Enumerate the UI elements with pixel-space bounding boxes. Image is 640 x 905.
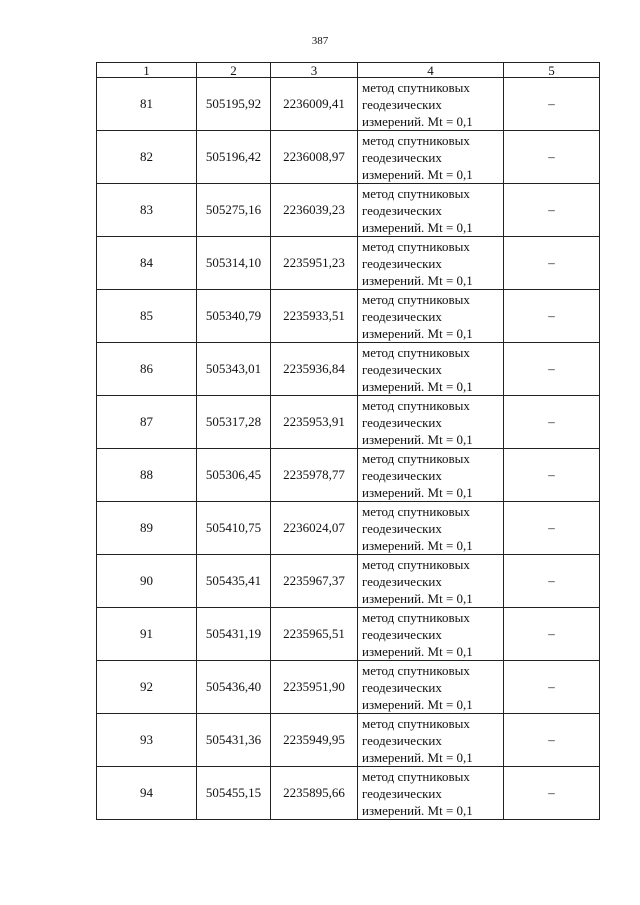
method-line: измерений. Mt = 0,1 — [362, 537, 473, 553]
note-cell: – — [504, 184, 600, 237]
method-line: измерений. Mt = 0,1 — [362, 272, 473, 288]
method-line: измерений. Mt = 0,1 — [362, 219, 473, 235]
point-number-cell: 84 — [97, 237, 197, 290]
method-line: измерений. Mt = 0,1 — [362, 166, 473, 182]
note-cell: – — [504, 237, 600, 290]
method-line: измерений. Mt = 0,1 — [362, 113, 473, 129]
method-line: метод спутниковых — [362, 715, 470, 731]
note-cell: – — [504, 131, 600, 184]
x-coordinate-cell: 505431,19 — [197, 608, 271, 661]
method-line: метод спутниковых — [362, 662, 470, 678]
point-number-cell: 91 — [97, 608, 197, 661]
table-row — [97, 237, 600, 290]
table-row — [97, 184, 600, 237]
method-cell — [358, 555, 504, 608]
y-coordinate-cell: 2236024,07 — [271, 502, 358, 555]
method-cell — [358, 661, 504, 714]
method-line: геодезических — [362, 308, 442, 324]
y-coordinate-cell: 2235933,51 — [271, 290, 358, 343]
method-line: геодезических — [362, 255, 442, 271]
table-row — [97, 661, 600, 714]
note-cell: – — [504, 767, 600, 820]
header-col-3: 3 — [271, 63, 358, 78]
table-row — [97, 396, 600, 449]
header-col-1: 1 — [97, 63, 197, 78]
note-cell: – — [504, 608, 600, 661]
point-number-cell: 93 — [97, 714, 197, 767]
header-row — [97, 63, 600, 78]
method-line: метод спутниковых — [362, 132, 470, 148]
y-coordinate-cell: 2235953,91 — [271, 396, 358, 449]
method-line: геодезических — [362, 679, 442, 695]
method-cell — [358, 714, 504, 767]
y-coordinate-cell: 2235978,77 — [271, 449, 358, 502]
y-coordinate-cell: 2236009,41 — [271, 78, 358, 131]
method-line: измерений. Mt = 0,1 — [362, 802, 473, 818]
x-coordinate-cell: 505317,28 — [197, 396, 271, 449]
method-line: измерений. Mt = 0,1 — [362, 696, 473, 712]
x-coordinate-cell: 505314,10 — [197, 237, 271, 290]
note-cell: – — [504, 502, 600, 555]
note-cell: – — [504, 78, 600, 131]
method-line: измерений. Mt = 0,1 — [362, 484, 473, 500]
table-row — [97, 78, 600, 131]
method-line: измерений. Mt = 0,1 — [362, 643, 473, 659]
point-number-cell: 83 — [97, 184, 197, 237]
method-line: метод спутниковых — [362, 344, 470, 360]
method-cell — [358, 78, 504, 131]
header-col-4: 4 — [358, 63, 504, 78]
point-number-cell: 87 — [97, 396, 197, 449]
x-coordinate-cell: 505435,41 — [197, 555, 271, 608]
x-coordinate-cell: 505196,42 — [197, 131, 271, 184]
note-cell: – — [504, 343, 600, 396]
x-coordinate-cell: 505410,75 — [197, 502, 271, 555]
method-cell — [358, 396, 504, 449]
note-cell: – — [504, 555, 600, 608]
table-row — [97, 343, 600, 396]
y-coordinate-cell: 2235967,37 — [271, 555, 358, 608]
method-line: метод спутниковых — [362, 503, 470, 519]
point-number-cell: 94 — [97, 767, 197, 820]
method-cell — [358, 237, 504, 290]
method-cell — [358, 502, 504, 555]
page-number: 387 — [311, 35, 329, 47]
point-number-cell: 90 — [97, 555, 197, 608]
method-line: метод спутниковых — [362, 556, 470, 572]
method-line: измерений. Mt = 0,1 — [362, 749, 473, 765]
point-number-cell: 85 — [97, 290, 197, 343]
x-coordinate-cell: 505436,40 — [197, 661, 271, 714]
y-coordinate-cell: 2235965,51 — [271, 608, 358, 661]
coordinates-table — [96, 62, 600, 820]
y-coordinate-cell: 2235951,23 — [271, 237, 358, 290]
point-number-cell: 88 — [97, 449, 197, 502]
method-line: измерений. Mt = 0,1 — [362, 431, 473, 447]
x-coordinate-cell: 505340,79 — [197, 290, 271, 343]
method-cell — [358, 608, 504, 661]
method-line: метод спутниковых — [362, 450, 470, 466]
table-row — [97, 290, 600, 343]
x-coordinate-cell: 505275,16 — [197, 184, 271, 237]
method-line: метод спутниковых — [362, 609, 470, 625]
method-cell — [358, 343, 504, 396]
method-line: метод спутниковых — [362, 397, 470, 413]
method-line: геодезических — [362, 520, 442, 536]
y-coordinate-cell: 2235949,95 — [271, 714, 358, 767]
note-cell: – — [504, 714, 600, 767]
method-line: геодезических — [362, 361, 442, 377]
method-line: метод спутниковых — [362, 238, 470, 254]
method-cell — [358, 131, 504, 184]
point-number-cell: 81 — [97, 78, 197, 131]
x-coordinate-cell: 505431,36 — [197, 714, 271, 767]
x-coordinate-cell: 505455,15 — [197, 767, 271, 820]
note-cell: – — [504, 290, 600, 343]
header-col-5: 5 — [504, 63, 600, 78]
point-number-cell: 92 — [97, 661, 197, 714]
method-line: метод спутниковых — [362, 185, 470, 201]
method-line: геодезических — [362, 785, 442, 801]
method-line: измерений. Mt = 0,1 — [362, 378, 473, 394]
x-coordinate-cell: 505306,45 — [197, 449, 271, 502]
method-line: геодезических — [362, 467, 442, 483]
method-cell — [358, 449, 504, 502]
method-line: измерений. Mt = 0,1 — [362, 590, 473, 606]
x-coordinate-cell: 505343,01 — [197, 343, 271, 396]
method-line: геодезических — [362, 573, 442, 589]
note-cell: – — [504, 449, 600, 502]
table-row — [97, 767, 600, 820]
y-coordinate-cell: 2236008,97 — [271, 131, 358, 184]
header-col-2: 2 — [197, 63, 271, 78]
table-row — [97, 449, 600, 502]
table-row — [97, 714, 600, 767]
method-line: измерений. Mt = 0,1 — [362, 325, 473, 341]
method-line: геодезических — [362, 732, 442, 748]
y-coordinate-cell: 2235951,90 — [271, 661, 358, 714]
table-row — [97, 502, 600, 555]
y-coordinate-cell: 2235895,66 — [271, 767, 358, 820]
method-cell — [358, 184, 504, 237]
method-line: метод спутниковых — [362, 768, 470, 784]
point-number-cell: 89 — [97, 502, 197, 555]
method-line: геодезических — [362, 96, 442, 112]
method-line: метод спутниковых — [362, 291, 470, 307]
method-line: геодезических — [362, 414, 442, 430]
y-coordinate-cell: 2235936,84 — [271, 343, 358, 396]
method-line: геодезических — [362, 149, 442, 165]
method-cell — [358, 290, 504, 343]
table-row — [97, 131, 600, 184]
method-cell — [358, 767, 504, 820]
table-header — [97, 63, 600, 78]
x-coordinate-cell: 505195,92 — [197, 78, 271, 131]
y-coordinate-cell: 2236039,23 — [271, 184, 358, 237]
table-row — [97, 608, 600, 661]
table-body — [97, 78, 600, 820]
table-row — [97, 555, 600, 608]
method-line: геодезических — [362, 202, 442, 218]
point-number-cell: 86 — [97, 343, 197, 396]
note-cell: – — [504, 396, 600, 449]
method-line: метод спутниковых — [362, 79, 470, 95]
point-number-cell: 82 — [97, 131, 197, 184]
method-line: геодезических — [362, 626, 442, 642]
note-cell: – — [504, 661, 600, 714]
